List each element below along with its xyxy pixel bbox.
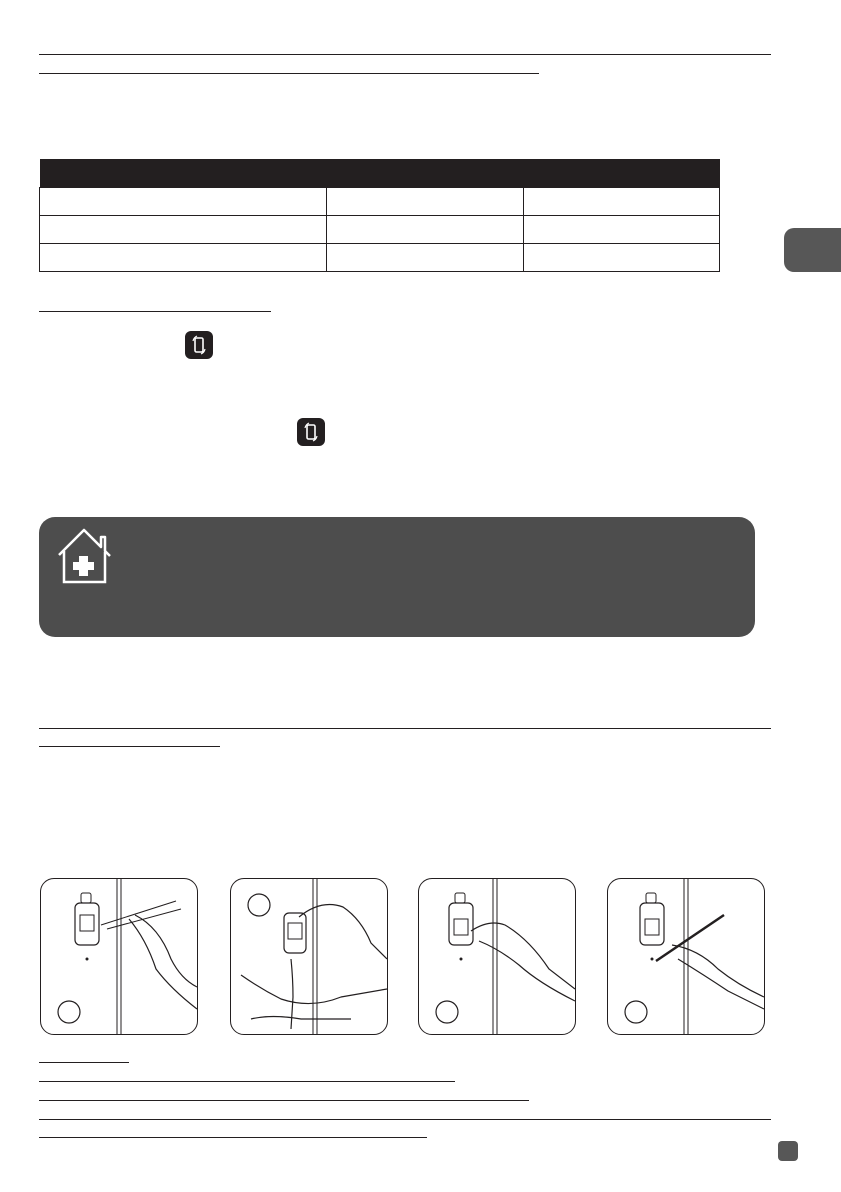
table-cell xyxy=(40,244,327,272)
house-cross-icon xyxy=(53,525,115,587)
phone-rotate-icon xyxy=(185,331,213,359)
table-cell xyxy=(523,216,719,244)
table-header-row xyxy=(40,159,720,188)
table-header-cell xyxy=(523,159,719,188)
table-header-cell xyxy=(327,159,523,188)
table-header-cell xyxy=(40,159,327,188)
heading-rule-top xyxy=(39,54,771,55)
table-row xyxy=(40,244,720,272)
step-illustration-2 xyxy=(230,878,388,1035)
table-cell xyxy=(40,216,327,244)
heading-rule-underline xyxy=(39,73,539,74)
step-illustration-1 xyxy=(40,878,198,1035)
info-banner xyxy=(39,517,755,637)
table-cell xyxy=(327,188,523,216)
table-row xyxy=(40,216,720,244)
footnote-underline-4 xyxy=(39,1137,427,1138)
footnote-underline-1 xyxy=(39,1062,129,1063)
section-heading-underline xyxy=(39,311,271,312)
step-illustration-4 xyxy=(607,878,765,1035)
table-row xyxy=(40,188,720,216)
spec-table xyxy=(39,159,720,272)
footnote-underline-2 xyxy=(39,1081,455,1082)
table-cell xyxy=(523,244,719,272)
section-rule-underline xyxy=(39,746,220,747)
table-cell xyxy=(523,188,719,216)
footnote-underline-3 xyxy=(39,1100,529,1101)
phone-rotate-icon xyxy=(297,418,325,446)
table-cell xyxy=(327,216,523,244)
footnote-rule-full xyxy=(39,1119,771,1120)
table-cell xyxy=(327,244,523,272)
table-cell xyxy=(40,188,327,216)
page-number-box xyxy=(778,1141,798,1161)
section-tab xyxy=(784,228,841,272)
step-illustration-3 xyxy=(418,878,576,1035)
section-rule-top xyxy=(39,728,771,729)
